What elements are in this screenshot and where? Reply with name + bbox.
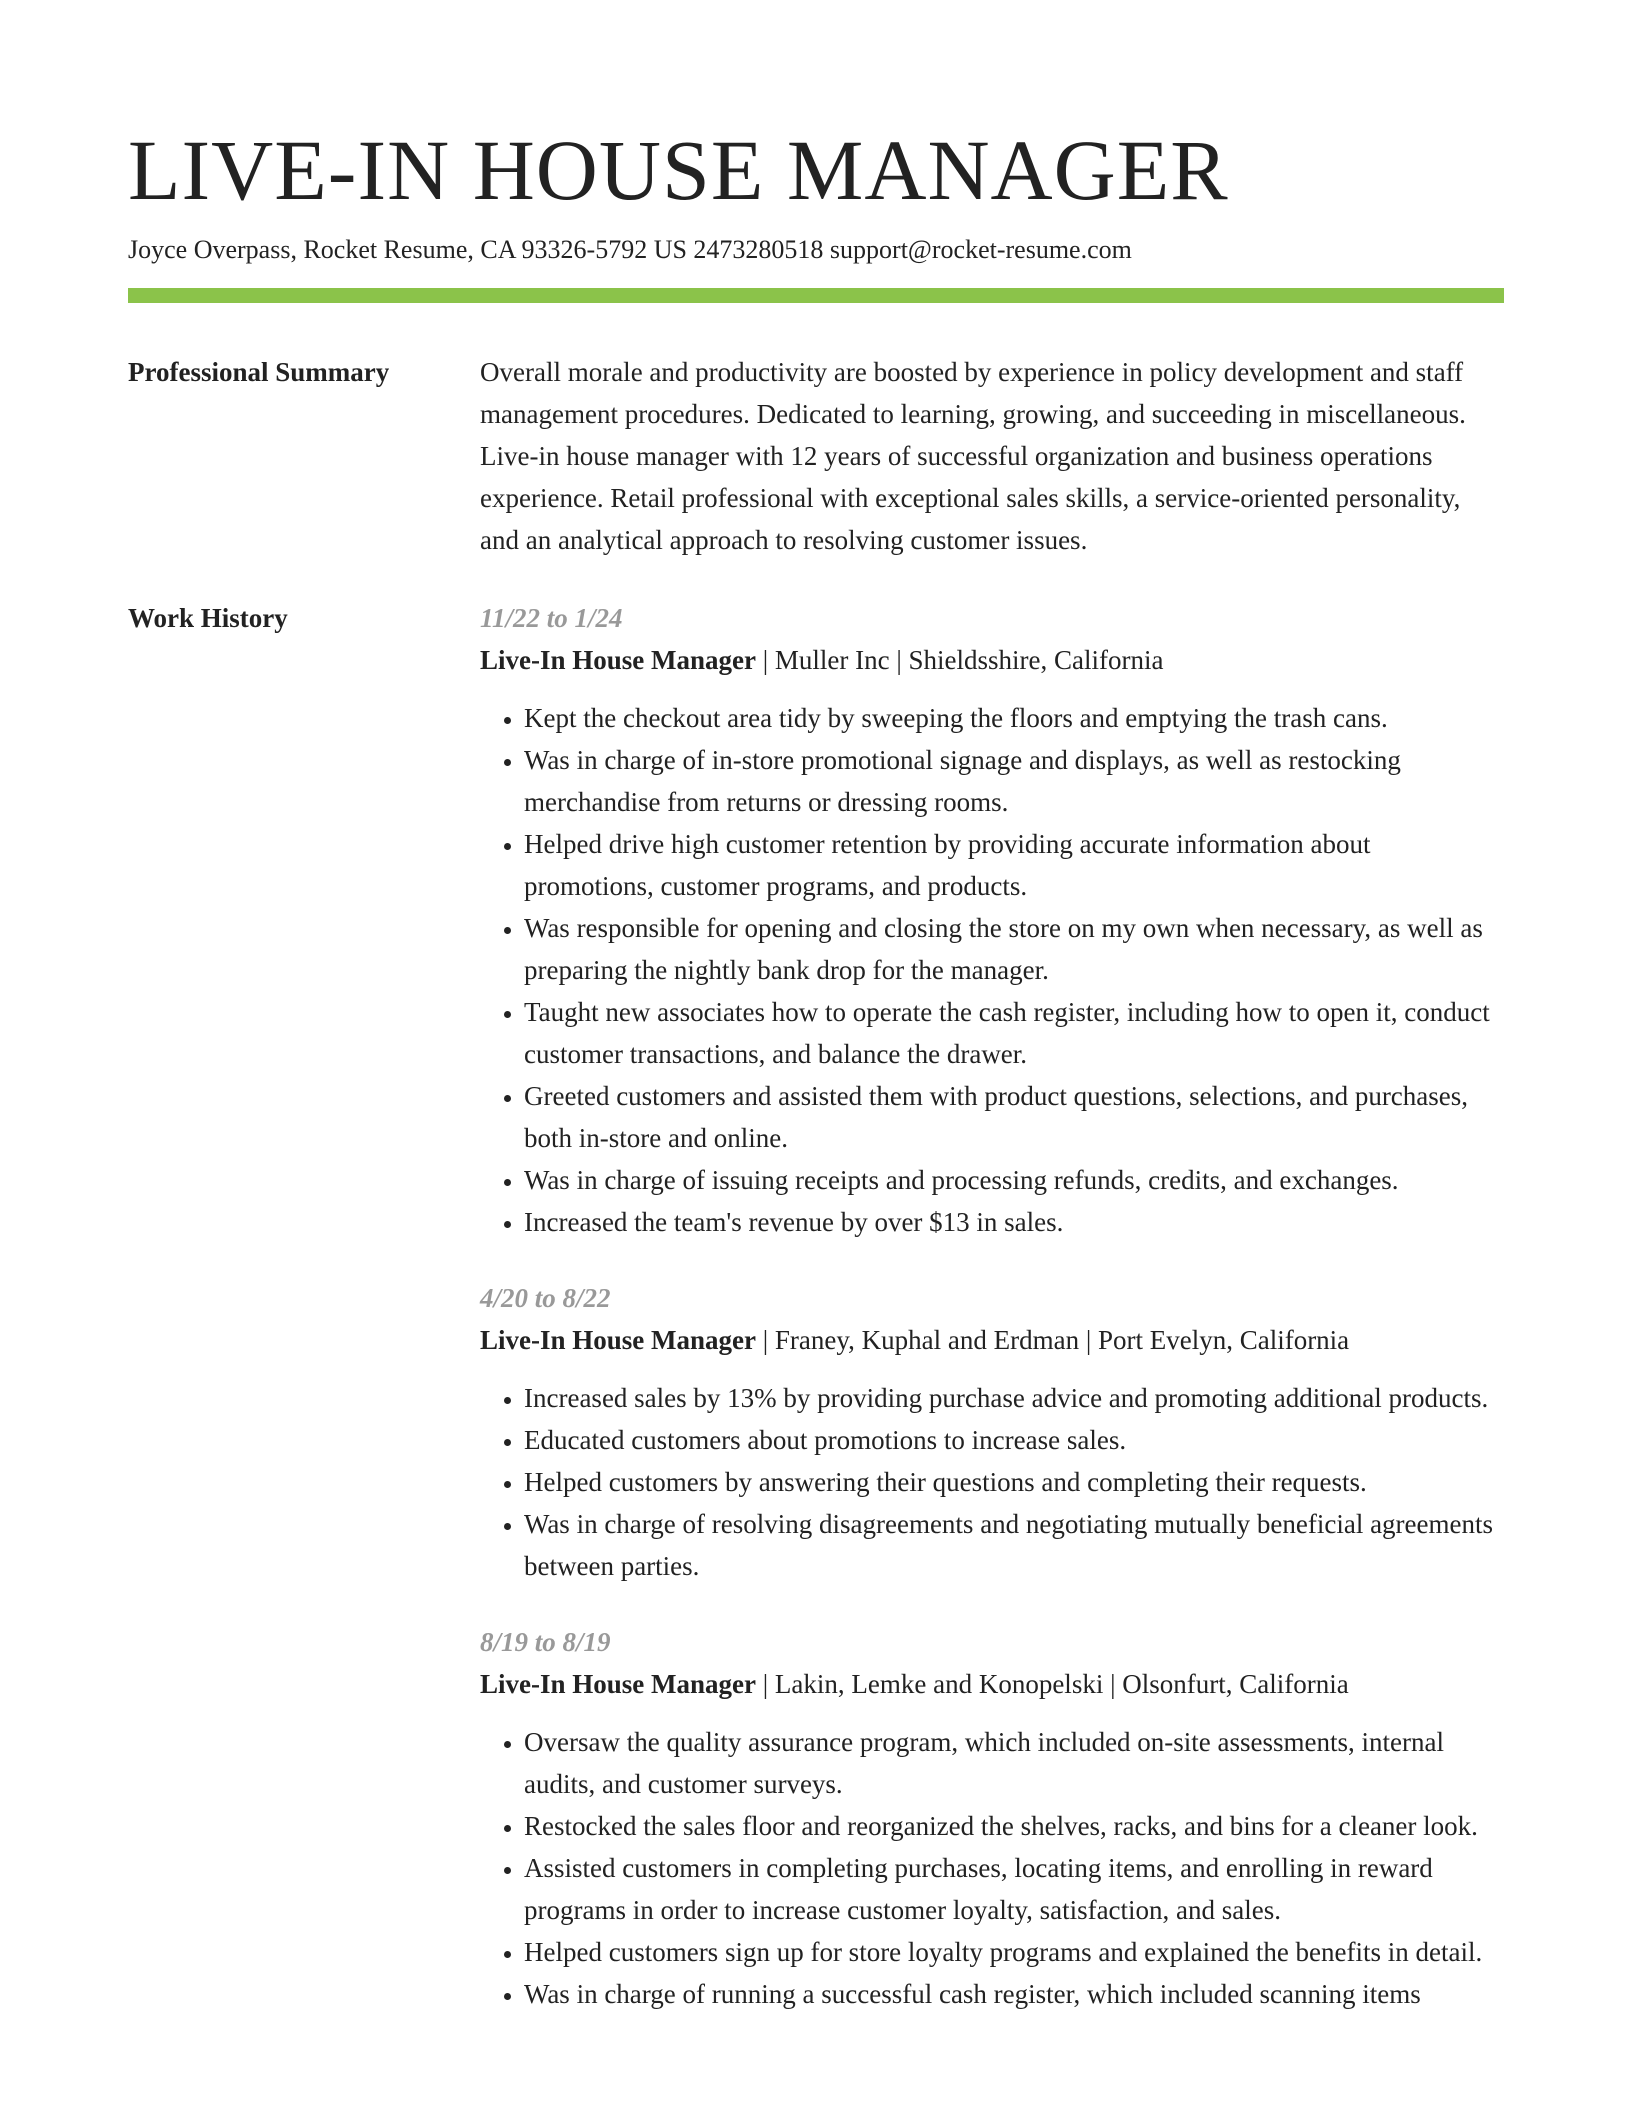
job-bullet: • Kept the checkout area tidy by sweeping the floors and emptying the trash cans.	[524, 697, 1504, 739]
summary-section	[128, 351, 1504, 561]
work-history-section	[128, 597, 1504, 2015]
resume-name: LIVE-IN HOUSE MANAGER	[128, 122, 1229, 218]
work-history-title: Work History	[128, 603, 288, 633]
job-bullet: • Increased sales by 13% by providing purchase advice and promoting additional products.	[524, 1377, 1504, 1419]
job-bullet: • Restocked the sales floor and reorganized the shelves, racks, and bins for a cleaner look.	[524, 1805, 1504, 1847]
job-dates: 11/22 to 1/24	[480, 603, 623, 633]
job-title: Live-In House Manager	[480, 1325, 756, 1355]
job-bullet: • Was in charge of resolving disagreements and negotiating mutually beneficial agreements between parties.	[524, 1503, 1504, 1587]
job-bullet: • Helped customers sign up for store loyalty programs and explained the benefits in detail.	[524, 1931, 1504, 1973]
job-bullets	[480, 1377, 1504, 1587]
job-bullet: • Assisted customers in completing purchases, locating items, and enrolling in reward programs in order to increase customer loyalty, satisfaction, and sales.	[524, 1847, 1504, 1931]
summary-text: Overall morale and productivity are boosted by experience in policy development and staff management procedures. Dedicated to learning, growing, and succeeding in miscellaneous. Live-in house manager with 12 years of successful organization and business operations experience. Retail professional with exceptional sales skills, a service-oriented personality, and an analytical approach to resolving customer issues.	[480, 357, 1466, 555]
job-bullets	[480, 697, 1504, 1243]
job-details: | Muller Inc | Shieldsshire, California	[756, 645, 1164, 675]
resume-page	[128, 120, 1504, 2015]
job-bullet: • Helped customers by answering their questions and completing their requests.	[524, 1461, 1504, 1503]
job-title: Live-In House Manager	[480, 1669, 756, 1699]
job-bullet: • Was in charge of running a successful cash register, which included scanning items	[524, 1973, 1504, 2015]
job-entry	[480, 1621, 1504, 2015]
job-bullets	[480, 1721, 1504, 2015]
job-heading	[480, 1663, 1504, 1705]
job-details: | Lakin, Lemke and Konopelski | Olsonfurt, California	[756, 1669, 1349, 1699]
job-bullet: • Taught new associates how to operate the cash register, including how to open it, conduct customer transactions, and balance the drawer.	[524, 991, 1504, 1075]
job-bullet: • Was responsible for opening and closing the store on my own when necessary, as well as preparing the nightly bank drop for the manager.	[524, 907, 1504, 991]
header-divider	[128, 288, 1504, 303]
job-bullet: • Oversaw the quality assurance program, which included on-site assessments, internal audits, and customer surveys.	[524, 1721, 1504, 1805]
job-entry	[480, 597, 1504, 1243]
job-bullet: • Helped drive high customer retention by providing accurate information about promotions, customer programs, and products.	[524, 823, 1504, 907]
job-heading	[480, 1319, 1504, 1361]
job-dates: 4/20 to 8/22	[480, 1283, 611, 1313]
job-bullet: • Was in charge of in-store promotional signage and displays, as well as restocking merchandise from returns or dressing rooms.	[524, 739, 1504, 823]
job-dates: 8/19 to 8/19	[480, 1627, 611, 1657]
job-heading	[480, 639, 1504, 681]
job-entry	[480, 1277, 1504, 1587]
summary-title: Professional Summary	[128, 357, 390, 387]
job-bullet: • Was in charge of issuing receipts and processing refunds, credits, and exchanges.	[524, 1159, 1504, 1201]
job-bullet: • Greeted customers and assisted them with product questions, selections, and purchases, both in-store and online.	[524, 1075, 1504, 1159]
job-bullet: • Increased the team's revenue by over $13 in sales.	[524, 1201, 1504, 1243]
job-bullet: • Educated customers about promotions to increase sales.	[524, 1419, 1504, 1461]
contact-line: Joyce Overpass, Rocket Resume, CA 93326-5792 US 2473280518 support@rocket-resume.com	[128, 235, 1132, 264]
job-title: Live-In House Manager	[480, 645, 756, 675]
job-details: | Franey, Kuphal and Erdman | Port Evelyn, California	[756, 1325, 1350, 1355]
